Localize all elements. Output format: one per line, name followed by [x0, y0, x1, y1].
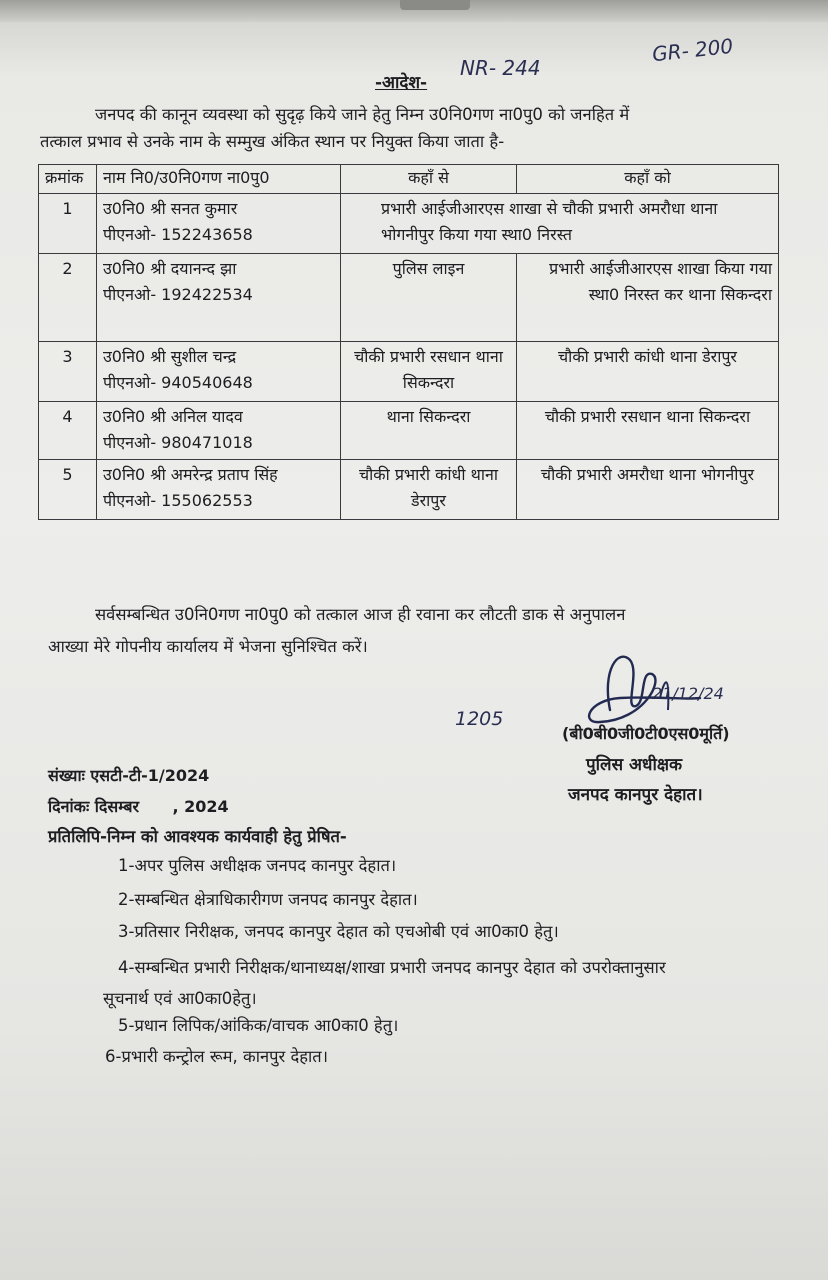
table-row — [39, 254, 779, 342]
row-serial: 4 — [39, 402, 97, 460]
signature-date: 21/12/24 — [652, 684, 724, 703]
copies-heading: प्रतिलिपि-निम्न को आवश्यक कार्यवाही हेतु प्रेषित- — [48, 827, 347, 846]
intro-line-2: तत्काल प्रभाव से उनके नाम के सम्मुख अंकित स्थान पर नियुक्त किया जाता है- — [40, 132, 505, 151]
row-to: चौकी प्रभारी रसधान थाना सिकन्दरा — [517, 402, 779, 460]
row-officer-name: उ0नि0 श्री अनिल यादव — [103, 407, 243, 426]
handwritten-nr: NR- 244 — [460, 56, 541, 80]
row-pno: पीएनओ- 980471018 — [103, 433, 253, 452]
clip-mark — [400, 0, 470, 10]
table-row — [39, 194, 779, 254]
copy-item: 3-प्रतिसार निरीक्षक, जनपद कानपुर देहात को एचओबी एवं आ0का0 हेतु। — [118, 922, 559, 941]
row-pno: पीएनओ- 155062553 — [103, 491, 253, 510]
header-from: कहाँ से — [341, 165, 517, 194]
row-to: चौकी प्रभारी अमरौधा थाना भोगनीपुर — [517, 460, 779, 520]
row-officer-name: उ0नि0 श्री सनत कुमार — [103, 199, 238, 218]
row-merged-posting: प्रभारी आईजीआरएस शाखा से चौकी प्रभारी अमरौधा थाना भोगनीपुर किया गया स्था0 निरस्त — [341, 194, 779, 254]
copy-item: 5-प्रधान लिपिक/आंकिक/वाचक आ0का0 हेतु। — [118, 1016, 399, 1035]
handwritten-gr: GR- 200 — [650, 33, 735, 67]
row-pno: पीएनओ- 192422534 — [103, 285, 253, 304]
table-row — [39, 460, 779, 520]
copy-item: सूचनार्थ एवं आ0का0हेतु। — [103, 989, 257, 1008]
copy-item: 6-प्रभारी कन्ट्रोल रूम, कानपुर देहात। — [105, 1047, 328, 1066]
row-pno: पीएनओ- 940540648 — [103, 373, 253, 392]
row-serial: 2 — [39, 254, 97, 342]
order-title: -आदेश- — [375, 73, 428, 93]
row-from: पुलिस लाइन — [341, 254, 517, 342]
row-serial: 3 — [39, 342, 97, 402]
row-officer-name: उ0नि0 श्री सुशील चन्द्र — [103, 347, 237, 366]
closing-line-2: आख्या मेरे गोपनीय कार्यालय में भेजना सुनिश्चित करें। — [48, 637, 368, 656]
officer-designation: पुलिस अधीक्षक — [586, 755, 683, 775]
header-to: कहाँ को — [517, 165, 779, 194]
row-name-cell — [97, 460, 341, 520]
header-serial: क्रमांक — [39, 165, 97, 194]
intro-line-1: जनपद की कानून व्यवस्था को सुदृढ़ किये जाने हेतु निम्न उ0नि0गण ना0पु0 को जनहित में — [95, 105, 630, 124]
copy-item: 4-सम्बन्धित प्रभारी निरीक्षक/थानाध्यक्ष/शाखा प्रभारी जनपद कानपुर देहात को उपरोक्तानुसार — [118, 958, 666, 977]
row-to: प्रभारी आईजीआरएस शाखा किया गया स्था0 निरस्त कर थाना सिकन्दरा — [517, 254, 779, 342]
row-officer-name: उ0नि0 श्री अमरेन्द्र प्रताप सिंह — [103, 465, 278, 484]
row-from: थाना सिकन्दरा — [341, 402, 517, 460]
row-serial: 1 — [39, 194, 97, 254]
posting-table — [38, 164, 779, 520]
copy-item: 2-सम्बन्धित क्षेत्राधिकारीगण जनपद कानपुर देहात। — [118, 890, 418, 909]
row-pno: पीएनओ- 152243658 — [103, 225, 253, 244]
row-serial: 5 — [39, 460, 97, 520]
row-to: चौकी प्रभारी कांधी थाना डेरापुर — [517, 342, 779, 402]
header-name: नाम नि0/उ0नि0गण ना0पु0 — [97, 165, 341, 194]
officer-district: जनपद कानपुर देहात। — [568, 785, 703, 805]
row-name-cell — [97, 402, 341, 460]
row-name-cell — [97, 342, 341, 402]
row-name-cell — [97, 194, 341, 254]
table-header-row — [39, 165, 779, 194]
row-name-cell — [97, 254, 341, 342]
officer-name: (बी0बी0जी0टी0एस0मूर्ति) — [562, 724, 730, 743]
row-from: चौकी प्रभारी रसधान थाना सिकन्दरा — [341, 342, 517, 402]
row-from: चौकी प्रभारी कांधी थाना डेरापुर — [341, 460, 517, 520]
reference-number: संख्याः एसटी-टी-1/2024 — [48, 766, 210, 785]
copy-item: 1-अपर पुलिस अधीक्षक जनपद कानपुर देहात। — [118, 856, 397, 875]
closing-line-1: सर्वसम्बन्धित उ0नि0गण ना0पु0 को तत्काल आज ही रवाना कर लौटती डाक से अनुपालन — [95, 605, 626, 624]
table-row — [39, 342, 779, 402]
row-officer-name: उ0नि0 श्री दयानन्द झा — [103, 259, 237, 278]
table-row — [39, 402, 779, 460]
reference-date: दिनांकः दिसम्बर , 2024 — [48, 797, 229, 816]
handwritten-number: 1205 — [455, 708, 504, 730]
